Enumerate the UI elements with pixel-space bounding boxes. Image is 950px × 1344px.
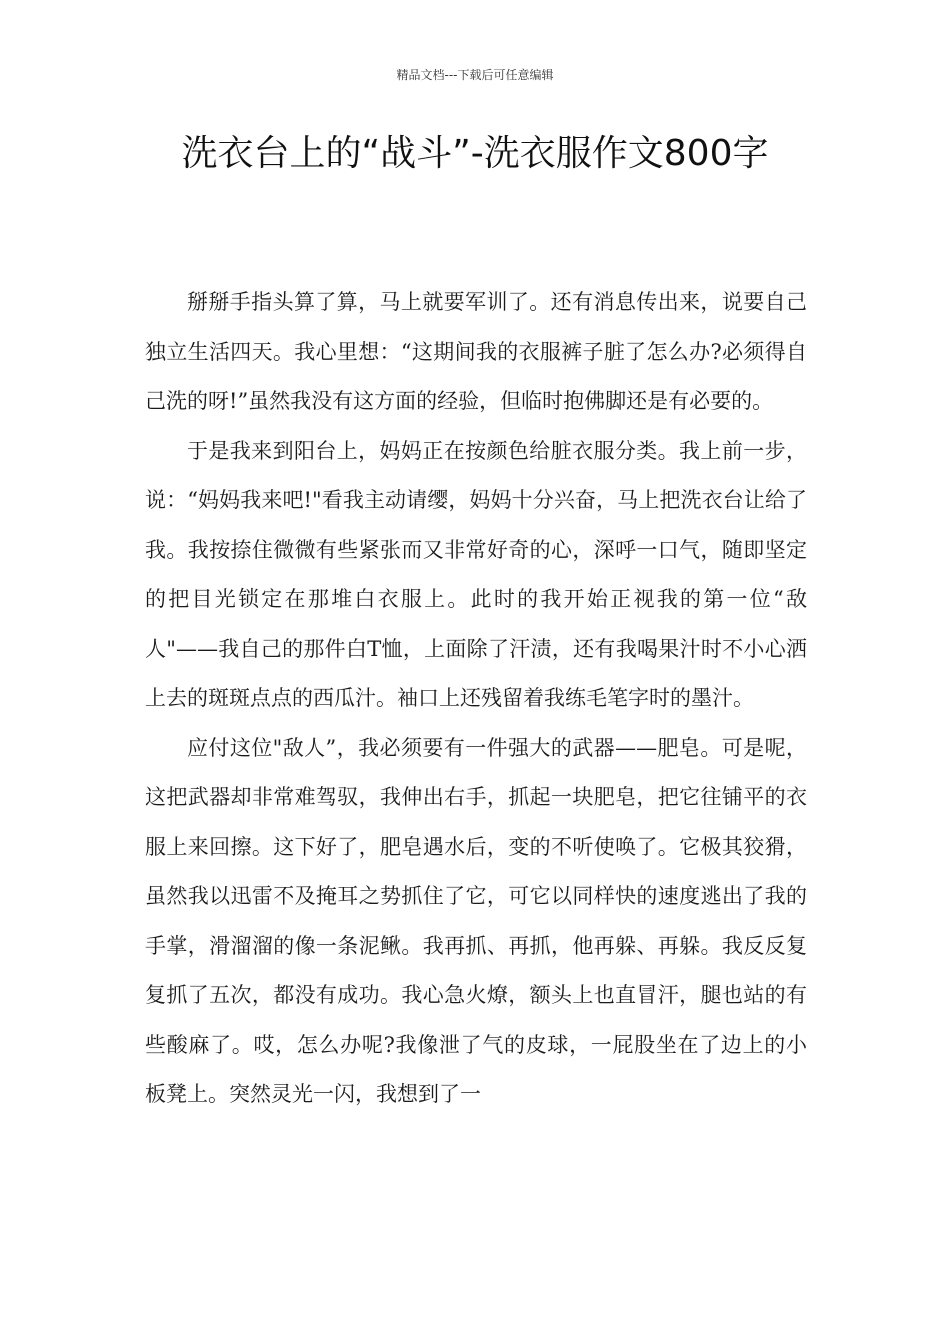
page-header: 精品文档---下载后可任意编辑 bbox=[396, 68, 554, 82]
document-body bbox=[145, 278, 807, 1120]
paragraph: 掰掰手指头算了算，马上就要军训了。还有消息传出来，说要自己独立生活四天。我心里想：“这期间我的衣服裤子脏了怎么办?必须得自己洗的呀!”虽然我没有这方面的经验，但临时抱佛脚还是有必要的。 bbox=[145, 290, 807, 413]
paragraph: 应付这位"敌人”，我必须要有一件强大的武器——肥皂。可是呢，这把武器却非常难驾驭，我伸出右手，抓起一块肥皂，把它往铺平的衣服上来回擦。这下好了，肥皂遇水后，变的不听使唤了。它极其狡猾，虽然我以迅雷不及掩耳之势抓住了它，可它以同样快的速度逃出了我的手掌，滑溜溜的像一条泥鳅。我再抓、再抓，他再躲、再躲。我反反复复抓了五次，都没有成功。我心急火燎，额头上也直冒汗，腿也站的有些酸麻了。哎，怎么办呢?我像泄了气的皮球，一屁股坐在了边上的小板凳上。突然灵光一闪，我想到了一 bbox=[145, 735, 807, 1106]
paragraph: 于是我来到阳台上，妈妈正在按颜色给脏衣服分类。我上前一步，说：“妈妈我来吧!"看我主动请缨，妈妈十分兴奋，马上把洗衣台让给了我。我按捺住微微有些紧张而又非常好奇的心，深呼一口气，随即坚定的把目光锁定在那堆白衣服上。此时的我开始正视我的第一位“敌人"——我自己的那件白T恤，上面除了汗渍，还有我喝果汁时不小心洒上去的斑斑点点的西瓜汁。袖口上还残留着我练毛笔字时的墨汁。 bbox=[145, 438, 807, 710]
document-title: 洗衣台上的“战斗”-洗衣服作文800字 bbox=[181, 133, 769, 174]
